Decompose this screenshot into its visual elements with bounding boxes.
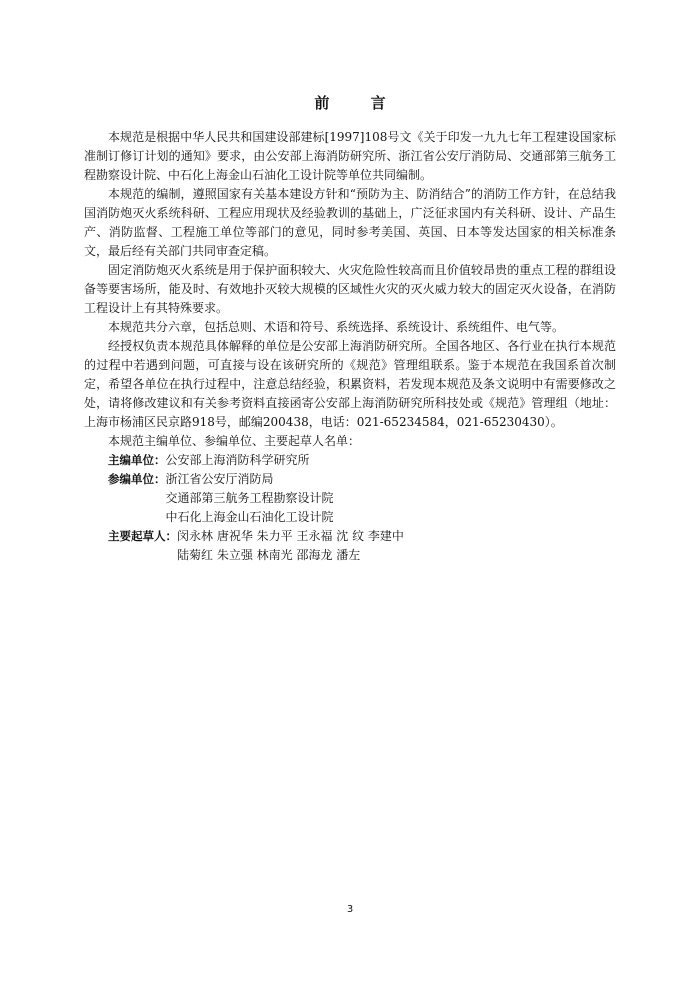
paragraph-system-purpose: 固定消防炮灭火系统是用于保护面积较大、火灾危险性较高而且价值较昂贵的重点工程的群组设备等要害场所，能及时、有效地扑灭较大规模的区域性火灾的灭火威力较大的固定灭火设备，在消防工程设计上有其特殊要求。 bbox=[84, 263, 616, 315]
drafters-label: 主要起草人： bbox=[108, 529, 177, 543]
preface-body bbox=[84, 128, 616, 565]
page-number: 3 bbox=[346, 904, 354, 915]
participant-unit-name: 交通部第三航务工程勘察设计院 bbox=[165, 491, 334, 505]
chief-unit-row bbox=[84, 451, 616, 470]
paragraph-credits-intro: 本规范主编单位、参编单位、主要起草人名单： bbox=[108, 434, 361, 448]
paragraph-chapters: 本规范共分六章，包括总则、术语和符号、系统选择、系统设计、系统组件、电气等。 bbox=[108, 320, 565, 334]
page-title: 前 言 bbox=[314, 94, 404, 112]
participant-unit-name: 浙江省公安厅消防局 bbox=[165, 472, 274, 486]
paragraph-compilation: 本规范的编制，遵照国家有关基本建设方针和“预防为主、防消结合”的消防工作方针，在总结我国消防炮灭火系统科研、工程应用现状及经验教训的基础上，广泛征求国内有关科研、设计、产品生产、消防监督、工程施工单位等部门的意见，同时参考美国、英国、日本等发达国家的相关标准条文，最后经有关部门共同审查定稿。 bbox=[84, 187, 616, 258]
paragraph-interpretation: 经授权负责本规范具体解释的单位是公安部上海消防研究所。全国各地区、各行业在执行本规范的过程中若遇到问题，可直接与设在该研究所的《规范》管理组联系。鉴于本规范在我国系首次制定，希望各单位在执行过程中，注意总结经验，积累资料，若发现本规范及条文说明中有需要修改之处，请将修改建议和有关参考资料直接函寄公安部上海消防研究所科技处或《规范》管理组（地址：上海市杨浦区民京路918号，邮编200438，电话：021-65234584，021-65230430）。 bbox=[84, 339, 616, 429]
drafters-line: 陆菊红 朱立强 林南光 邵海龙 潘左 bbox=[177, 548, 361, 562]
paragraph-basis: 本规范是根据中华人民共和国建设部建标[1997]108号文《关于印发一九九七年工程建设国家标准制订修订计划的通知》要求，由公安部上海消防研究所、浙江省公安厅消防局、交通部第三航务工程勘察设计院、中石化上海金山石油化工设计院等单位共同编制。 bbox=[84, 130, 616, 182]
participant-unit-name: 中石化上海金山石油化工设计院 bbox=[165, 510, 334, 524]
participant-units-row bbox=[84, 470, 616, 527]
drafters-line: 闵永林 唐祝华 朱力平 王永福 沈 纹 李建中 bbox=[177, 529, 404, 543]
chief-unit-name: 公安部上海消防科学研究所 bbox=[165, 453, 310, 467]
chief-unit-label: 主编单位： bbox=[108, 453, 166, 467]
participant-units-label: 参编单位： bbox=[108, 472, 166, 486]
drafters-row bbox=[84, 527, 616, 565]
